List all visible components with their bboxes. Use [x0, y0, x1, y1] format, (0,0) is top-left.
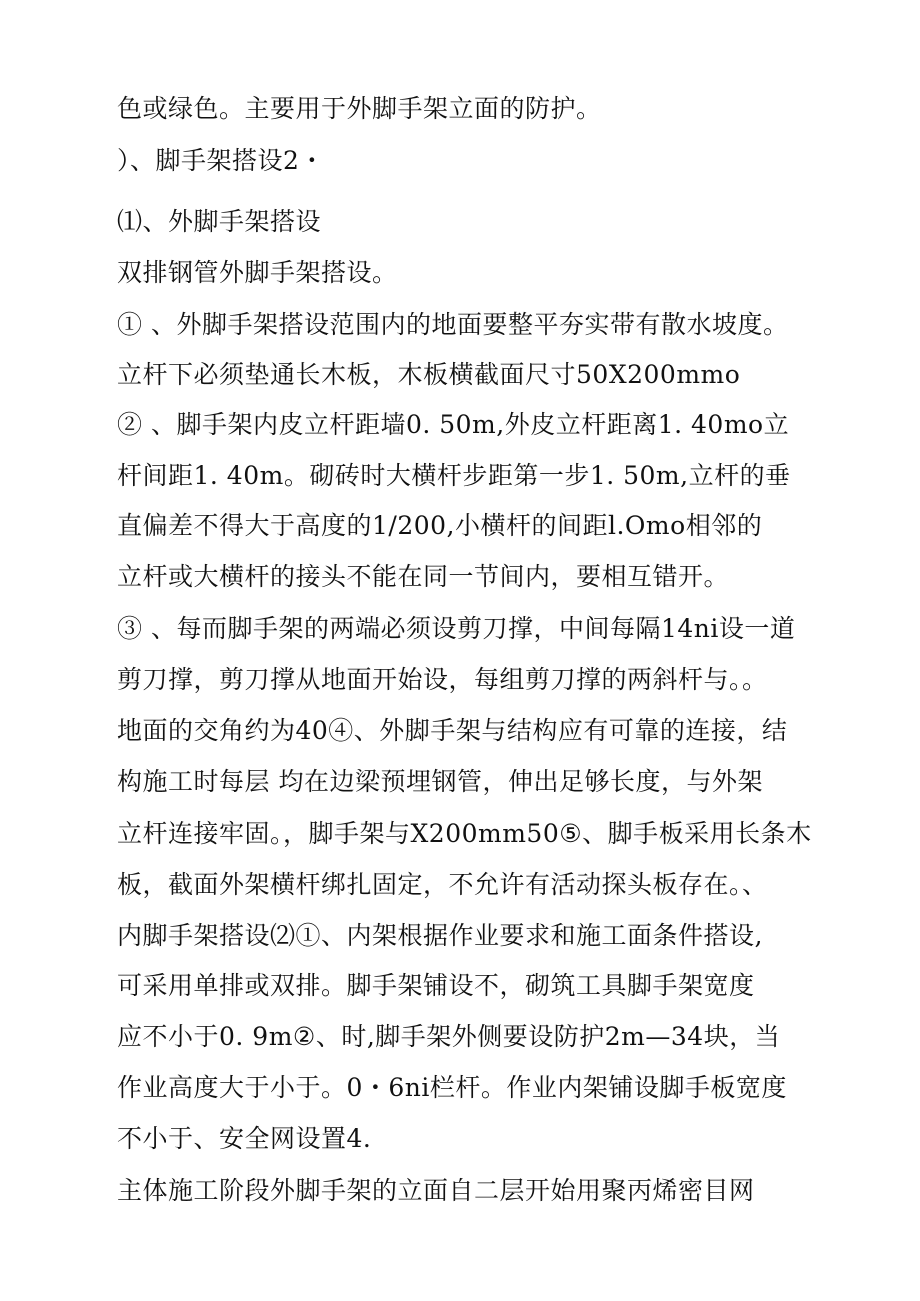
text-line: 主体施工阶段外脚手架的立面自二层开始用聚丙烯密目网 — [117, 1176, 755, 1205]
text-line: 可采用单排或双排。脚手架铺设不，砌筑工具脚手架宽度 — [117, 971, 755, 1000]
list-item: ① 、外脚手架搭设范围内的地面要整平夯实带有散水坡度。 — [117, 310, 789, 339]
text-line: 剪刀撑，剪刀撑从地面开始设，每组剪刀撑的两斜杆与。。 — [117, 665, 768, 694]
section-heading: ）、脚手架搭设2・ — [117, 146, 325, 175]
text-line: 地面的交角约为40④、外脚手架与结构应有可靠的连接，结 — [117, 716, 788, 745]
text-line: 构施工时每层 均在边梁预埋钢管，伸出足够长度，与外架 — [117, 767, 763, 796]
text-line: 色或绿色。主要用于外脚手架立面的防护。 — [117, 94, 602, 123]
text-line: 立杆下必须垫通长木板，木板横截面尺寸50X200mmo — [117, 360, 741, 389]
list-item: ③ 、每而脚手架的两端必须设剪刀撑，中间每隔14ni设一道 — [117, 614, 796, 643]
text-line: 杆间距1. 40m。砌砖时大横杆步距第一步1. 50m,立杆的垂 — [117, 461, 791, 490]
subsection-heading: ⑴、外脚手架搭设 — [117, 207, 322, 236]
list-item: ② 、脚手架内皮立杆距墙0. 50m,外皮立杆距离1. 40mo立 — [117, 410, 790, 439]
text-line: 立杆连接牢固。，脚手架与X200mm50⑤、脚手板采用长条木 — [117, 819, 812, 848]
text-line: 直偏差不得大于高度的1/200,小横杆的间距l.Omo相邻的 — [117, 511, 763, 540]
text-line: 内脚手架搭设⑵①、内架根据作业要求和施工面条件搭设, — [117, 921, 763, 950]
text-line: 板，截面外架横杆绑扎固定，不允许有活动探头板存在。、 — [117, 870, 768, 899]
text-line: 立杆或大横杆的接头不能在同一节间内，要相互错开。 — [117, 562, 730, 591]
text-line: 不小于、安全网设置4. — [117, 1124, 372, 1153]
text-line: 应不小于0. 9m②、时,脚手架外侧要设防护2m—34块，当 — [117, 1022, 781, 1051]
text-line: 作业高度大于小于。0・6ni栏杆。作业内架铺设脚手板宽度 — [117, 1073, 787, 1102]
text-line: 双排钢管外脚手架搭设。 — [117, 258, 398, 287]
